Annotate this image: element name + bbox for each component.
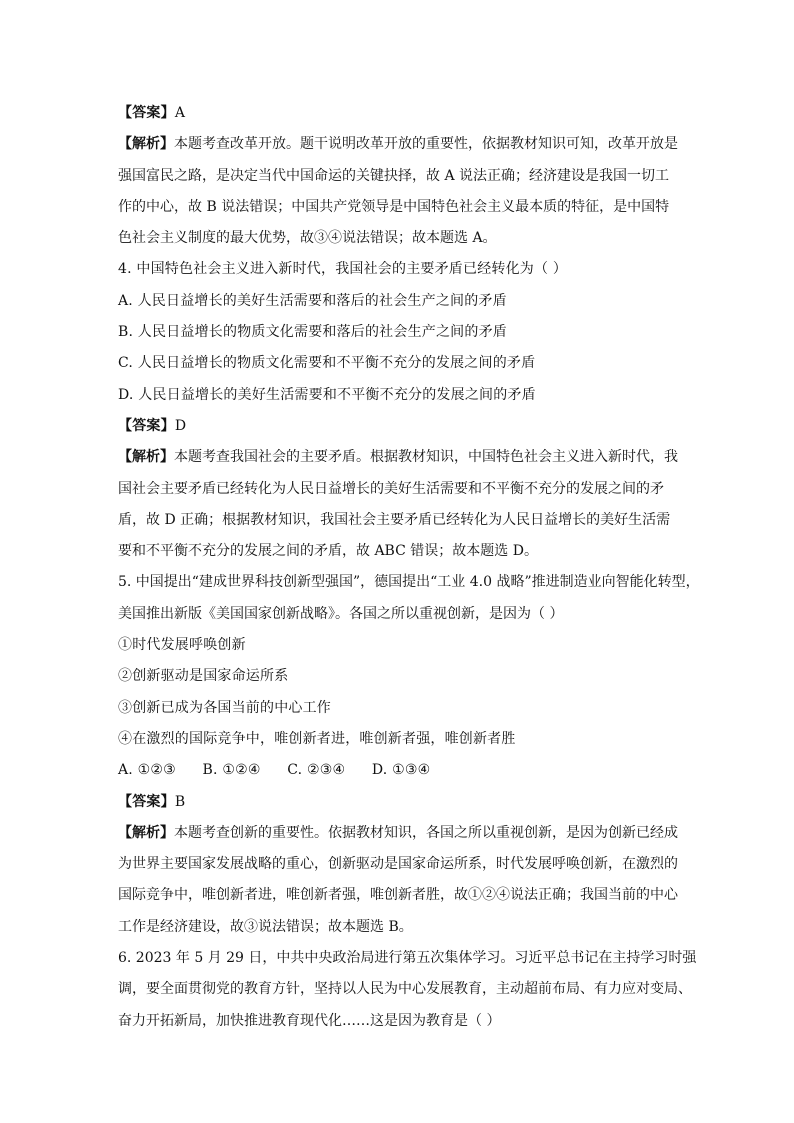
answer-line-q4 <box>118 411 676 442</box>
question-5-choices <box>118 755 676 786</box>
question-6-stem-line: 调，要全面贯彻党的教育方针，坚持以人民为中心发展教育，主动超前布局、有力应对变局、 <box>118 981 692 998</box>
analysis-text: 本题考查改革开放。题干说明改革开放的重要性，依据教材知识可知，改革开放是 <box>174 136 678 153</box>
question-6-stem <box>118 943 697 1037</box>
analysis-tag: 【解析】 <box>118 824 174 841</box>
answer-value: B <box>174 793 186 810</box>
analysis-line: 色社会主义制度的最大优势，故③④说法错误；故本题选 A。 <box>118 230 497 247</box>
analysis-line: 要和不平衡不充分的发展之间的矛盾，故 ABC 错误；故本题选 D。 <box>118 543 538 560</box>
answer-tag: 【答案】 <box>118 417 175 434</box>
analysis-q3 <box>118 129 676 254</box>
question-6-stem-line: 6. 2023 年 5 月 29 日，中共中央政治局进行第五次集体学习。习近平总书记在主持学习时强 <box>118 950 697 967</box>
question-6-stem-line: 奋力开拓新局，加快推进教育现代化……这是因为教育是（ ） <box>118 1012 501 1029</box>
answer-line-q3 <box>118 98 676 129</box>
analysis-tag: 【解析】 <box>118 449 174 466</box>
answer-tag: 【答案】 <box>118 793 175 810</box>
analysis-line: 作的中心，故 B 说法错误；中国共产党领导是中国特色社会主义最本质的特征，是中国特 <box>118 198 670 215</box>
question-4-option-b: B. 人民日益增长的物质文化需要和落后的社会生产之间的矛盾 <box>118 324 507 341</box>
analysis-tag: 【解析】 <box>118 136 174 153</box>
question-5-item-2: ②创新驱动是国家命运所系 <box>118 668 289 685</box>
analysis-line <box>118 442 676 473</box>
question-5-item-3: ③创新已成为各国当前的中心工作 <box>118 699 331 716</box>
analysis-line: 为世界主要国家发展战略的重心，创新驱动是国家命运所系，时代发展呼唤创新，在激烈的 <box>118 856 678 873</box>
answer-tag: 【答案】 <box>118 105 175 121</box>
analysis-line: 国社会主要矛盾已经转化为人民日益增长的美好生活需要和不平衡不充分的发展之间的矛 <box>118 480 664 497</box>
analysis-line: 工作是经济建设，故③说法错误；故本题选 B。 <box>118 918 413 935</box>
question-5-choice-b: B. ①②④ <box>202 762 261 779</box>
document-page <box>118 98 700 1037</box>
answer-value: A <box>174 105 186 121</box>
question-4-option-a: A. 人民日益增长的美好生活需要和落后的社会生产之间的矛盾 <box>118 292 507 309</box>
analysis-line: 强国富民之路，是决定当代中国命运的关键抉择，故 A 说法正确；经济建设是我国一切工 <box>118 167 670 184</box>
question-5-stem-line: 5. 中国提出“建成世界科技创新型强国”，德国提出“工业 4.0 战略”推进制造业向智能化转型， <box>118 574 700 591</box>
analysis-q5 <box>118 818 676 943</box>
question-5-item-1: ①时代发展呼唤创新 <box>118 637 246 654</box>
question-5-item-4: ④在激烈的国际竞争中，唯创新者进，唯创新者强，唯创新者胜 <box>118 730 516 747</box>
question-4-stem: 4. 中国特色社会主义进入新时代，我国社会的主要矛盾已经转化为（ ） <box>118 261 568 278</box>
answer-line-q5 <box>118 787 676 818</box>
analysis-q4 <box>118 442 676 567</box>
answer-value: D <box>174 417 187 434</box>
question-5-choice-d: D. ①③④ <box>371 762 431 779</box>
question-4-option-d: D. 人民日益增长的美好生活需要和不平衡不充分的发展之间的矛盾 <box>118 386 536 403</box>
analysis-line: 盾，故 D 正确；根据教材知识，我国社会主要矛盾已经转化为人民日益增长的美好生活需 <box>118 511 671 528</box>
analysis-text: 本题考查我国社会的主要矛盾。根据教材知识，中国特色社会主义进入新时代，我 <box>174 449 678 466</box>
question-5-stem-line: 美国推出新版《美国国家创新战略》。各国之所以重视创新，是因为（ ） <box>118 605 564 622</box>
analysis-text: 本题考查创新的重要性。依据教材知识，各国之所以重视创新，是因为创新已经成 <box>174 824 678 841</box>
analysis-line <box>118 129 676 160</box>
analysis-line: 国际竞争中，唯创新者进，唯创新者强，唯创新者胜，故①②④说法正确；我国当前的中心 <box>118 887 678 904</box>
question-5-stem <box>118 567 700 630</box>
question-4-option-c: C. 人民日益增长的物质文化需要和不平衡不充分的发展之间的矛盾 <box>118 355 536 372</box>
question-5-choice-a: A. ①②③ <box>118 762 176 779</box>
question-5-choice-c: C. ②③④ <box>287 762 346 779</box>
analysis-line <box>118 818 676 849</box>
